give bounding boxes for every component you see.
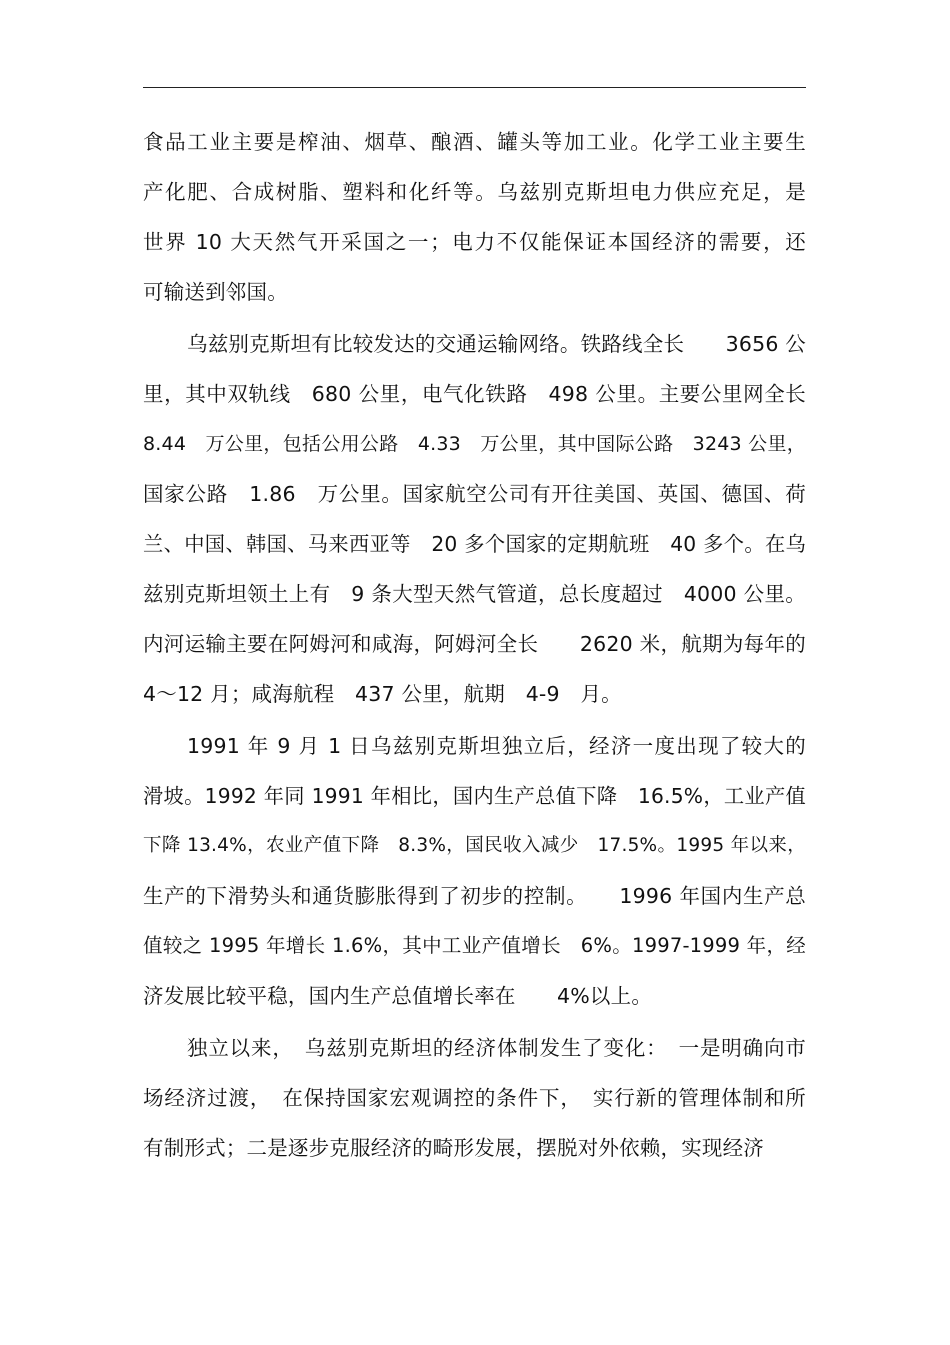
text-line: 生产的下滑势头和通货膨胀得到了初步的控制。 1996 年国内生产总 [143,884,806,908]
text-line: 场经济过渡， 在保持国家宏观调控的条件下， 实行新的管理体制和所 [143,1086,806,1110]
text-line: 内河运输主要在阿姆河和咸海，阿姆河全长 2620 米，航期为每年的 [143,632,806,656]
paragraph-economy [143,721,806,1021]
text-line: 有制形式；二是逐步克服经济的畸形发展，摆脱对外依赖，实现经济 [143,1136,764,1160]
text-line: 滑坡。1992 年同 1991 年相比，国内生产总值下降 16.5%，工业产值 [143,784,806,808]
text-line: 兹别克斯坦领土上有 9 条大型天然气管道，总长度超过 4000 公里。 [143,582,806,606]
paragraph-industry [143,117,806,317]
paragraph-reform [143,1023,806,1173]
text-line: 可输送到邻国。 [143,280,288,304]
text-line: 8.44 万公里，包括公用公路 4.33 万公里，其中国际公路 3243 公里， [143,433,806,455]
text-line: 世界 10 大天然气开采国之一；电力不仅能保证本国经济的需要，还 [143,230,806,254]
text-line: 里，其中双轨线 680 公里，电气化铁路 498 公里。主要公里网全长 [143,382,806,406]
text-line: 独立以来， 乌兹别克斯坦的经济体制发生了变化： 一是明确向市 [187,1036,806,1060]
paragraph-transport [143,319,806,719]
text-line: 1991 年 9 月 1 日乌兹别克斯坦独立后，经济一度出现了较大的 [187,734,806,758]
text-line: 值较之 1995 年增长 1.6%，其中工业产值增长 6%。1997-1999 年，经 [143,934,806,957]
text-line: 国家公路 1.86 万公里。国家航空公司有开往美国、英国、德国、荷 [143,482,806,506]
text-line: 4～12 月；咸海航程 437 公里，航期 4-9 月。 [143,682,622,706]
text-line: 下降 13.4%，农业产值下降 8.3%，国民收入减少 17.5%。1995 年以来， [143,835,806,856]
text-line: 济发展比较平稳，国内生产总值增长率在 4%以上。 [143,984,653,1008]
text-line: 食品工业主要是榨油、烟草、酿酒、罐头等加工业。化学工业主要生 [143,130,806,154]
text-line: 乌兹别克斯坦有比较发达的交通运输网络。铁路线全长 3656 公 [187,332,806,356]
text-line: 产化肥、合成树脂、塑料和化纤等。乌兹别克斯坦电力供应充足，是 [143,180,806,204]
document-body [143,117,806,1175]
text-line: 兰、中国、韩国、马来西亚等 20 多个国家的定期航班 40 多个。在乌 [143,532,806,556]
header-rule [143,87,806,88]
